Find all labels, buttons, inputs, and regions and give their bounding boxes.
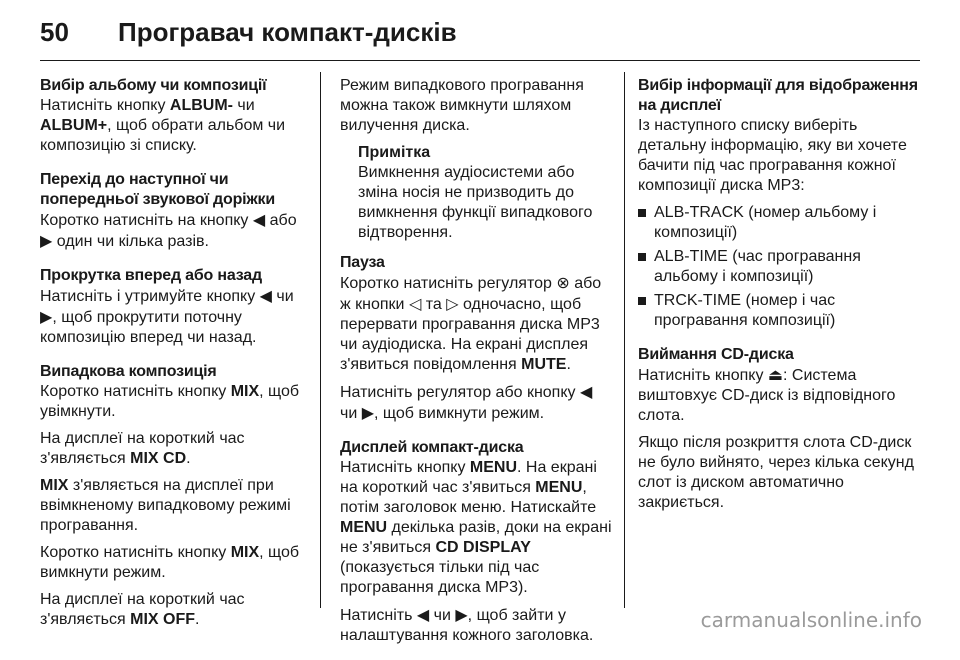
left-arrow-icon: ◀ [579, 382, 593, 401]
button-ref: ALBUM- [169, 97, 233, 114]
section-track-skip [40, 170, 312, 252]
page-header [40, 12, 920, 52]
text: Коротко натисніть регулятор [340, 275, 557, 292]
text: , щоб вимкнути режим. [40, 544, 300, 581]
list-item-text: ALB-TIME (час програвання альбому і композиції) [654, 248, 861, 285]
right-arrow-icon: ▶ [40, 307, 53, 326]
bullet-icon [638, 297, 646, 305]
button-ref: MENU [469, 459, 517, 476]
text: Натисніть і утримуйте кнопку [40, 288, 260, 305]
paragraph [40, 543, 312, 583]
list-item [638, 247, 920, 287]
text: , щоб обрати альбом чи композицію зі списку. [40, 117, 286, 154]
text: та [421, 296, 447, 313]
column-divider-1 [320, 72, 321, 608]
text: На дисплеї на короткий час з'являється [40, 430, 245, 467]
paragraph: Якщо після розкриття слота CD-диск не було вийнято, через кілька секунд слот із диском автоматично закриється. [638, 434, 914, 511]
text: Натисніть кнопку [638, 367, 768, 384]
paragraph: Із наступного списку виберіть детальну інформацію, яку ви хочете бачити під час програвання кожної композиції диска MP3: [638, 117, 907, 194]
display-text: MIX [40, 477, 69, 494]
display-text: CD DISPLAY [435, 539, 531, 556]
display-text: MENU [535, 479, 583, 496]
text: , щоб зайти у налаштування кожного заголовка. [340, 607, 594, 644]
button-ref: ALBUM+ [40, 117, 108, 134]
list-item-text: TRCK-TIME (номер і час програвання композиції) [654, 292, 836, 329]
info-list [638, 203, 920, 331]
display-text: MUTE [521, 356, 567, 373]
display-text: MIX OFF [130, 611, 196, 628]
text: чи [271, 288, 294, 305]
text: або [265, 212, 297, 229]
right-arrow-icon: ▶ [40, 231, 53, 250]
section-scroll [40, 266, 312, 348]
left-arrow-icon: ◀ [259, 286, 272, 305]
paragraph [340, 605, 612, 646]
paragraph: Режим випадкового програвання можна також вимкнути шляхом вилучення диска. [340, 77, 584, 134]
display-text: MIX CD [130, 450, 187, 467]
paragraph [40, 476, 312, 536]
note-box [358, 143, 612, 243]
left-arrow-icon: ◀ [416, 605, 430, 624]
bullet-icon [638, 253, 646, 261]
left-small-arrow-icon: ◁ [408, 294, 422, 313]
section-eject [638, 345, 920, 513]
text: . [186, 450, 191, 467]
text: , щоб вимкнути режим. [374, 405, 545, 422]
mute-knob-icon: ⊗ [556, 273, 570, 292]
text: . [566, 356, 571, 373]
paragraph [40, 210, 312, 252]
text: , щоб увімкнути. [40, 383, 300, 420]
watermark: carmanualsonline.info [700, 608, 922, 632]
column-3 [638, 76, 920, 527]
section-pause [340, 253, 612, 424]
header-rule [40, 60, 920, 61]
button-ref: MENU [340, 519, 388, 536]
button-ref: MIX [230, 544, 260, 561]
page-title: Програвач компакт-дисків [118, 16, 457, 47]
note-title: Примітка [358, 144, 431, 161]
text: з'являється на дисплеї при ввімкненому випадковому режимі програвання. [40, 477, 291, 534]
right-small-arrow-icon: ▷ [446, 294, 459, 313]
left-arrow-icon: ◀ [252, 210, 266, 229]
right-arrow-icon: ▶ [455, 605, 468, 624]
section-cd-display [340, 438, 612, 646]
text: чи [340, 405, 362, 422]
text: Натисніть регулятор або кнопку [340, 384, 580, 401]
text: Натисніть кнопку [40, 97, 170, 114]
text: . [195, 611, 200, 628]
text: Натисніть кнопку [340, 459, 470, 476]
section-heading: Перехід до наступної чи попередньої звукової доріжки [40, 171, 275, 208]
text: Коротко натисніть кнопку [40, 544, 231, 561]
text: Коротко натисніть на кнопку [40, 212, 253, 229]
paragraph [638, 365, 920, 426]
note-text: Вимкнення аудіосистеми або зміна носія не призводить до вимкнення функції випадкового відтворення. [358, 164, 593, 241]
eject-icon: ⏏ [767, 365, 784, 384]
text: : Система виштовхує CD-диск із відповідного слота. [638, 367, 896, 424]
section-heading: Вибір альбому чи композиції [40, 77, 267, 94]
text: , щоб прокрутити поточну композицію вперед чи назад. [40, 309, 257, 346]
list-item [638, 291, 920, 331]
section-heading: Дисплей компакт-диска [340, 439, 524, 456]
list-item [638, 203, 920, 243]
text: На дисплеї на короткий час з'являється [40, 591, 245, 628]
paragraph [40, 96, 312, 156]
bullet-icon [638, 209, 646, 217]
page-number: 50 [40, 16, 69, 47]
button-ref: MIX [230, 383, 260, 400]
column-2 [340, 76, 612, 660]
text: , потім заголовок меню. Натискайте [340, 479, 597, 516]
section-heading: Прокрутка вперед або назад [40, 267, 262, 284]
text: . На екрані на короткий час з'явиться [340, 459, 597, 496]
text: один чи кілька разів. [52, 233, 209, 250]
section-random [40, 362, 312, 630]
section-heading: Вибір інформації для відображення на дисплеї [638, 77, 918, 114]
paragraph [40, 286, 312, 348]
paragraph [40, 429, 312, 469]
text: Натисніть [340, 607, 417, 624]
text: одночасно, щоб перервати програвання диска MP3 чи аудіодиска. На екрані дисплея з'явиться повідомлення [340, 296, 600, 373]
text: або ж кнопки [340, 275, 602, 313]
paragraph [340, 382, 612, 424]
paragraph [340, 458, 612, 598]
text: Коротко натисніть кнопку [40, 383, 231, 400]
paragraph [40, 590, 312, 630]
right-arrow-icon: ▶ [361, 403, 375, 422]
column-divider-2 [624, 72, 625, 608]
section-display-info [638, 76, 920, 331]
list-item-text: ALB-TRACK (номер альбому і композиції) [654, 204, 877, 241]
section-album-select [40, 76, 312, 156]
text: (показується тільки під час програвання диска MP3). [340, 559, 540, 596]
text: чи [232, 97, 255, 114]
text: декілька разів, доки на екрані не з'явиться [340, 519, 612, 556]
section-heading: Виймання CD-диска [638, 346, 794, 363]
section-heading: Випадкова композиція [40, 363, 217, 380]
paragraph [40, 382, 312, 422]
paragraph [340, 273, 612, 375]
section-heading: Пауза [340, 254, 385, 271]
text: чи [429, 607, 456, 624]
column-1 [40, 76, 312, 644]
